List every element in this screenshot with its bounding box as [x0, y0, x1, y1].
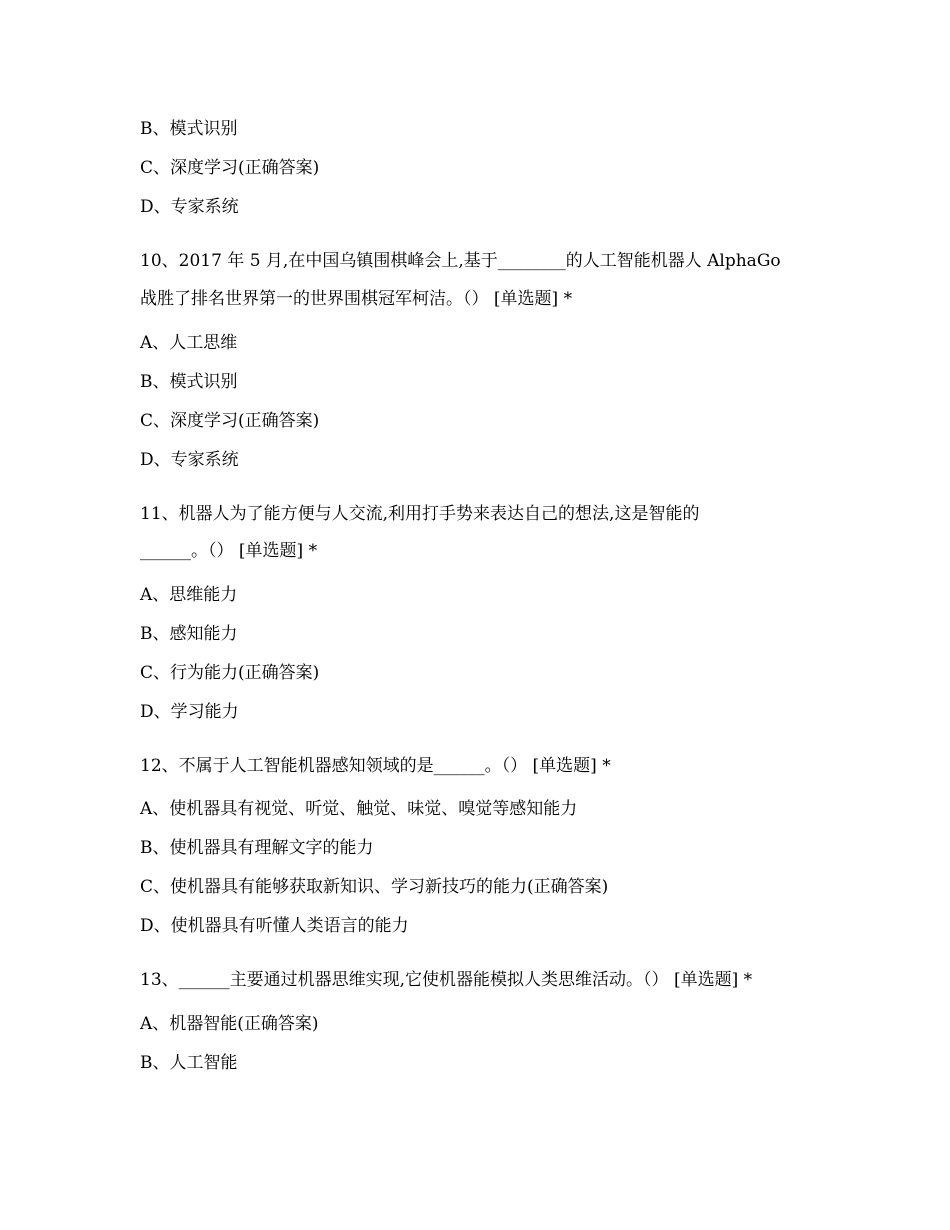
question-line: 13、______主要通过机器思维实现,它使机器能模拟人类思维活动。（） [单选题] *	[140, 970, 753, 990]
option-line: B、人工智能	[140, 1053, 238, 1073]
option-line: C、深度学习(正确答案)	[140, 158, 320, 178]
option-line: D、专家系统	[140, 450, 239, 470]
option-line: A、使机器具有视觉、听觉、触觉、味觉、嗅觉等感知能力	[140, 799, 578, 819]
question-line: 12、不属于人工智能机器感知领域的是______。（） [单选题] *	[140, 756, 611, 776]
question-line: ______。（） [单选题] *	[140, 541, 318, 561]
option-line: C、深度学习(正确答案)	[140, 411, 320, 431]
option-line: B、模式识别	[140, 119, 238, 139]
option-line: A、机器智能(正确答案)	[140, 1014, 319, 1034]
question-line: 战胜了排名世界第一的世界围棋冠军柯洁。（） [单选题] *	[140, 289, 573, 309]
option-line: C、使机器具有能够获取新知识、学习新技巧的能力(正确答案)	[140, 877, 609, 897]
option-line: D、学习能力	[140, 702, 239, 722]
option-line: B、使机器具有理解文字的能力	[140, 838, 374, 858]
option-line: B、模式识别	[140, 372, 238, 392]
option-line: C、行为能力(正确答案)	[140, 663, 320, 683]
option-line: D、专家系统	[140, 197, 239, 217]
question-line: 10、2017 年 5 月,在中国乌镇围棋峰会上,基于________的人工智能机器人 AlphaGo	[140, 251, 781, 271]
option-line: B、感知能力	[140, 624, 238, 644]
option-line: D、使机器具有听懂人类语言的能力	[140, 916, 409, 936]
option-line: A、思维能力	[140, 585, 238, 605]
option-line: A、人工思维	[140, 333, 238, 353]
question-line: 11、机器人为了能方便与人交流,利用打手势来表达自己的想法,这是智能的	[140, 504, 700, 524]
